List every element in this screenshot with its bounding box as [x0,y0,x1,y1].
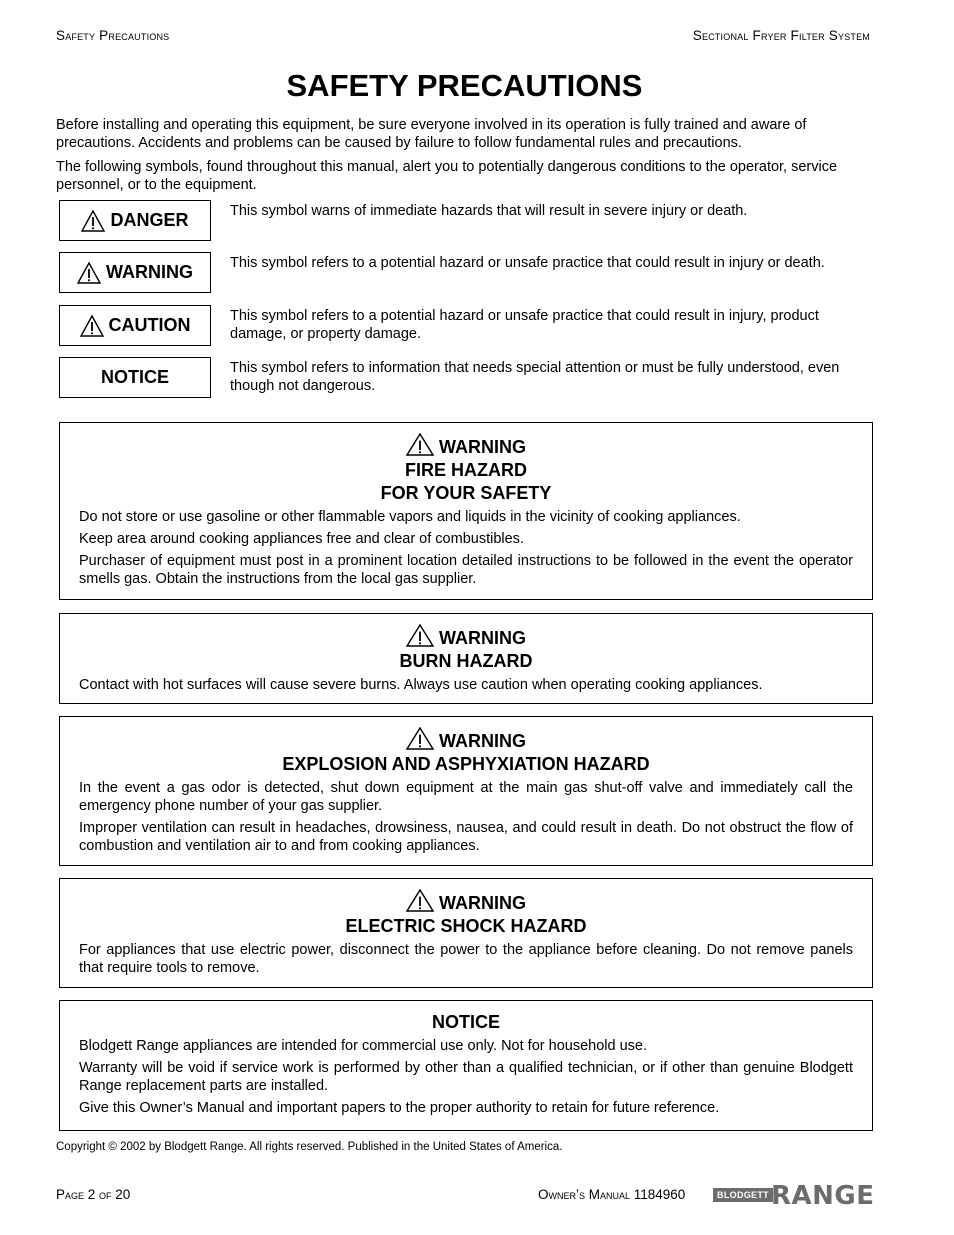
symbol-label: DANGER [110,210,189,230]
symbol-description: This symbol refers to information that needs special attention or must be fully understood, even though not dangerous. [230,360,840,394]
blodgett-range-logo [713,1181,875,1211]
intro-paragraph: Before installing and operating this equipment, be sure everyone involved in its operation is fully trained and aware of precautions. Accidents and problems can be caused by failure to follow fundamental rules and precautions. [56,117,807,151]
manual-number: Owner’s Manual 1184960 [538,1187,686,1202]
box-paragraph: In the event a gas odor is detected, shut down equipment at the main gas shut-off valve and immediately call the emergency phone number of your gas supplier. [79,780,853,814]
box-heading-label: WARNING [439,731,526,751]
symbol-row-danger [59,200,871,241]
symbol-row-notice [59,357,871,398]
warning-triangle-icon [80,315,104,337]
box-heading [79,433,853,505]
logo-wordmark: RANGE [771,1181,875,1211]
notice-box [59,1000,873,1131]
caution-label-box [59,305,211,346]
symbol-label: WARNING [106,262,193,282]
burn-hazard-box [59,613,873,704]
logo-badge: BLODGETT [713,1188,773,1202]
box-heading-line: FOR YOUR SAFETY [380,483,552,503]
box-heading-line: EXPLOSION AND ASPHYXIATION HAZARD [282,754,650,774]
box-heading-label: WARNING [439,893,526,913]
box-heading-label: WARNING [439,628,526,648]
box-heading-line: BURN HAZARD [399,651,533,671]
symbol-row-caution [59,305,871,346]
box-paragraph: For appliances that use electric power, disconnect the power to the appliance before cleaning. Do not remove panels that require tools to remove. [79,942,853,976]
box-paragraph: Improper ventilation can result in headaches, drowsiness, nausea, and could result in death. Do not obstruct the flow of combustion and ventilation air to and from cooking appliances. [79,820,853,854]
symbol-label: NOTICE [100,367,169,387]
box-heading-line: ELECTRIC SHOCK HAZARD [345,916,587,936]
copyright-notice: Copyright © 2002 by Blodgett Range. All rights reserved. Published in the United States of America. [56,1141,563,1153]
box-heading [79,1011,853,1034]
box-heading [79,727,853,776]
intro-paragraph: The following symbols, found throughout this manual, alert you to potentially dangerous conditions to the operator, service personnel, or to the equipment. [56,159,838,193]
running-header-left: Safety Precautions [56,28,170,43]
box-paragraph: Keep area around cooking appliances free and clear of combustibles. [79,531,524,547]
box-paragraph: Contact with hot surfaces will cause severe burns. Always use caution when operating cooking appliances. [79,677,763,693]
box-heading-line: FIRE HAZARD [405,460,527,480]
box-heading-label: WARNING [439,437,526,457]
box-paragraph: Give this Owner’s Manual and important papers to the proper authority to retain for future reference. [79,1100,720,1116]
warning-triangle-icon [406,624,434,647]
symbol-description: This symbol refers to a potential hazard or unsafe practice that could result in injury or death. [230,255,825,271]
symbol-description: This symbol refers to a potential hazard or unsafe practice that could result in injury, product damage, or property damage. [230,308,819,342]
danger-label-box [59,200,211,241]
running-header-right: Sectional Fryer Filter System [692,28,870,43]
fire-hazard-box [59,422,873,600]
warning-triangle-icon [406,727,434,750]
symbol-label: CAUTION [108,315,191,335]
electric-shock-hazard-box [59,878,873,988]
box-heading [79,889,853,938]
box-heading-label: NOTICE [431,1012,500,1032]
box-paragraph: Do not store or use gasoline or other flammable vapors and liquids in the vicinity of cooking appliances. [79,509,741,525]
warning-triangle-icon [77,262,101,284]
warning-label-box [59,252,211,293]
box-paragraph: Purchaser of equipment must post in a prominent location detailed instructions to be followed in the event the operator smells gas. Obtain the instructions from the local gas supplier. [79,553,853,587]
page-title: SAFETY PRECAUTIONS [286,68,643,103]
page-number: Page 2 of 20 [56,1187,131,1202]
box-paragraph: Blodgett Range appliances are intended for commercial use only. Not for household use. [79,1038,647,1054]
explosion-hazard-box [59,716,873,866]
symbol-row-warning [59,252,871,293]
box-paragraph: Warranty will be void if service work is performed by other than a qualified technician, or if other than genuine Blodgett Range replacement parts are installed. [79,1060,853,1094]
warning-triangle-icon [406,889,434,912]
symbol-description: This symbol warns of immediate hazards that will result in severe injury or death. [230,203,748,219]
box-heading [79,624,853,673]
warning-triangle-icon [81,210,105,232]
warning-triangle-icon [406,433,434,456]
notice-label-box [59,357,211,398]
